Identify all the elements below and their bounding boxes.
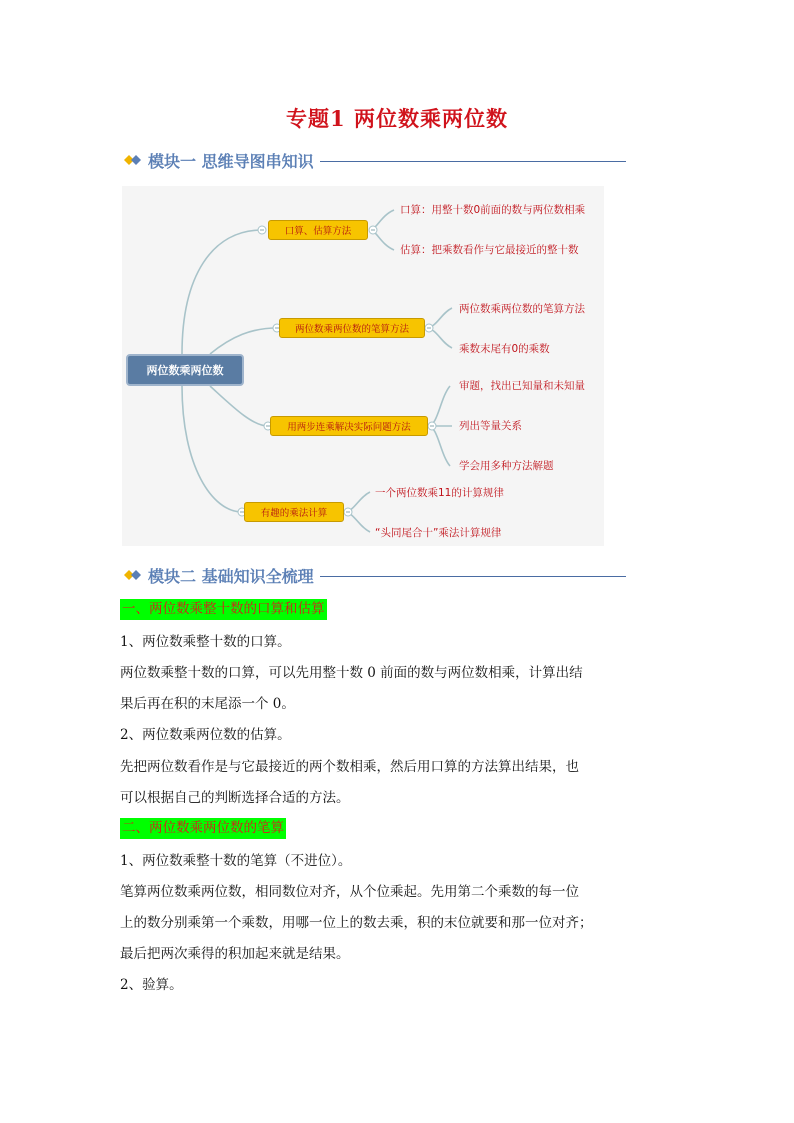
branch-fun-multiplication: 有趣的乘法计算 <box>244 502 344 522</box>
mind-map <box>122 186 604 546</box>
leaf-head-same-tail-ten: “头同尾合十”乘法计算规律 <box>375 527 502 539</box>
module-one-rule <box>320 161 626 162</box>
module-one-label: 模块一 思维导图串知识 <box>148 151 314 171</box>
section-two-paragraph-line-two: 上的数分别乘第一个乘数，用哪一位上的数去乘，积的末位就要和那一位对齐； <box>120 915 593 931</box>
leaf-times-eleven: 一个两位数乘11的计算规律 <box>375 487 504 499</box>
section-one-paragraph-two-line-one: 先把两位数看作是与它最接近的两个数相乘，然后用口算的方法算出结果，也 <box>120 759 579 775</box>
leaf-equation: 列出等量关系 <box>459 420 522 432</box>
branch-written-method: 两位数乘两位数的笔算方法 <box>279 318 425 338</box>
section-two-heading: 二、两位数乘两位数的笔算 <box>120 818 286 839</box>
diamond-bullet-icon <box>122 566 144 584</box>
section-two-paragraph-line-three: 最后把两次乘得的积加起来就是结果。 <box>120 946 350 962</box>
section-two-item-two: 2、验算。 <box>120 977 183 993</box>
section-one-paragraph-one-line-one: 两位数乘整十数的口算，可以先用整十数 0 前面的数与两位数相乘，计算出结 <box>120 665 583 681</box>
leaf-written-method: 两位数乘两位数的笔算方法 <box>459 303 585 315</box>
section-one-item-one: 1、两位数乘整十数的口算。 <box>120 634 291 650</box>
leaf-multiple-methods: 学会用多种方法解题 <box>459 460 554 472</box>
module-two-rule <box>320 576 626 577</box>
branch-word-problems: 用两步连乘解决实际问题方法 <box>270 416 428 436</box>
section-two-item-one: 1、两位数乘整十数的笔算（不进位）。 <box>120 853 352 869</box>
leaf-trailing-zero: 乘数末尾有0的乘数 <box>459 343 550 355</box>
mind-map-root: 两位数乘两位数 <box>126 354 244 386</box>
diamond-bullet-icon <box>122 151 144 169</box>
section-one-paragraph-one-line-two: 果后再在积的末尾添一个 0。 <box>120 696 295 712</box>
module-one-header <box>122 148 626 172</box>
section-one-paragraph-two-line-two: 可以根据自己的判断选择合适的方法。 <box>120 790 350 806</box>
section-two-paragraph-line-one: 笔算两位数乘两位数，相同数位对齐，从个位乘起。先用第二个乘数的每一位 <box>120 884 579 900</box>
page-title: 专题1 两位数乘两位数 <box>286 106 508 131</box>
leaf-oral: 口算：用整十数0前面的数与两位数相乘 <box>400 204 586 216</box>
section-one-heading: 一、两位数乘整十数的口算和估算 <box>120 599 327 620</box>
leaf-read-problem: 审题，找出已知量和未知量 <box>459 380 585 392</box>
leaf-estimate: 估算：把乘数看作与它最接近的整十数 <box>400 244 579 256</box>
module-two-header <box>122 563 626 587</box>
module-two-label: 模块二 基础知识全梳理 <box>148 566 314 586</box>
branch-oral-estimate: 口算、估算方法 <box>268 220 368 240</box>
section-one-item-two: 2、两位数乘两位数的估算。 <box>120 727 291 743</box>
